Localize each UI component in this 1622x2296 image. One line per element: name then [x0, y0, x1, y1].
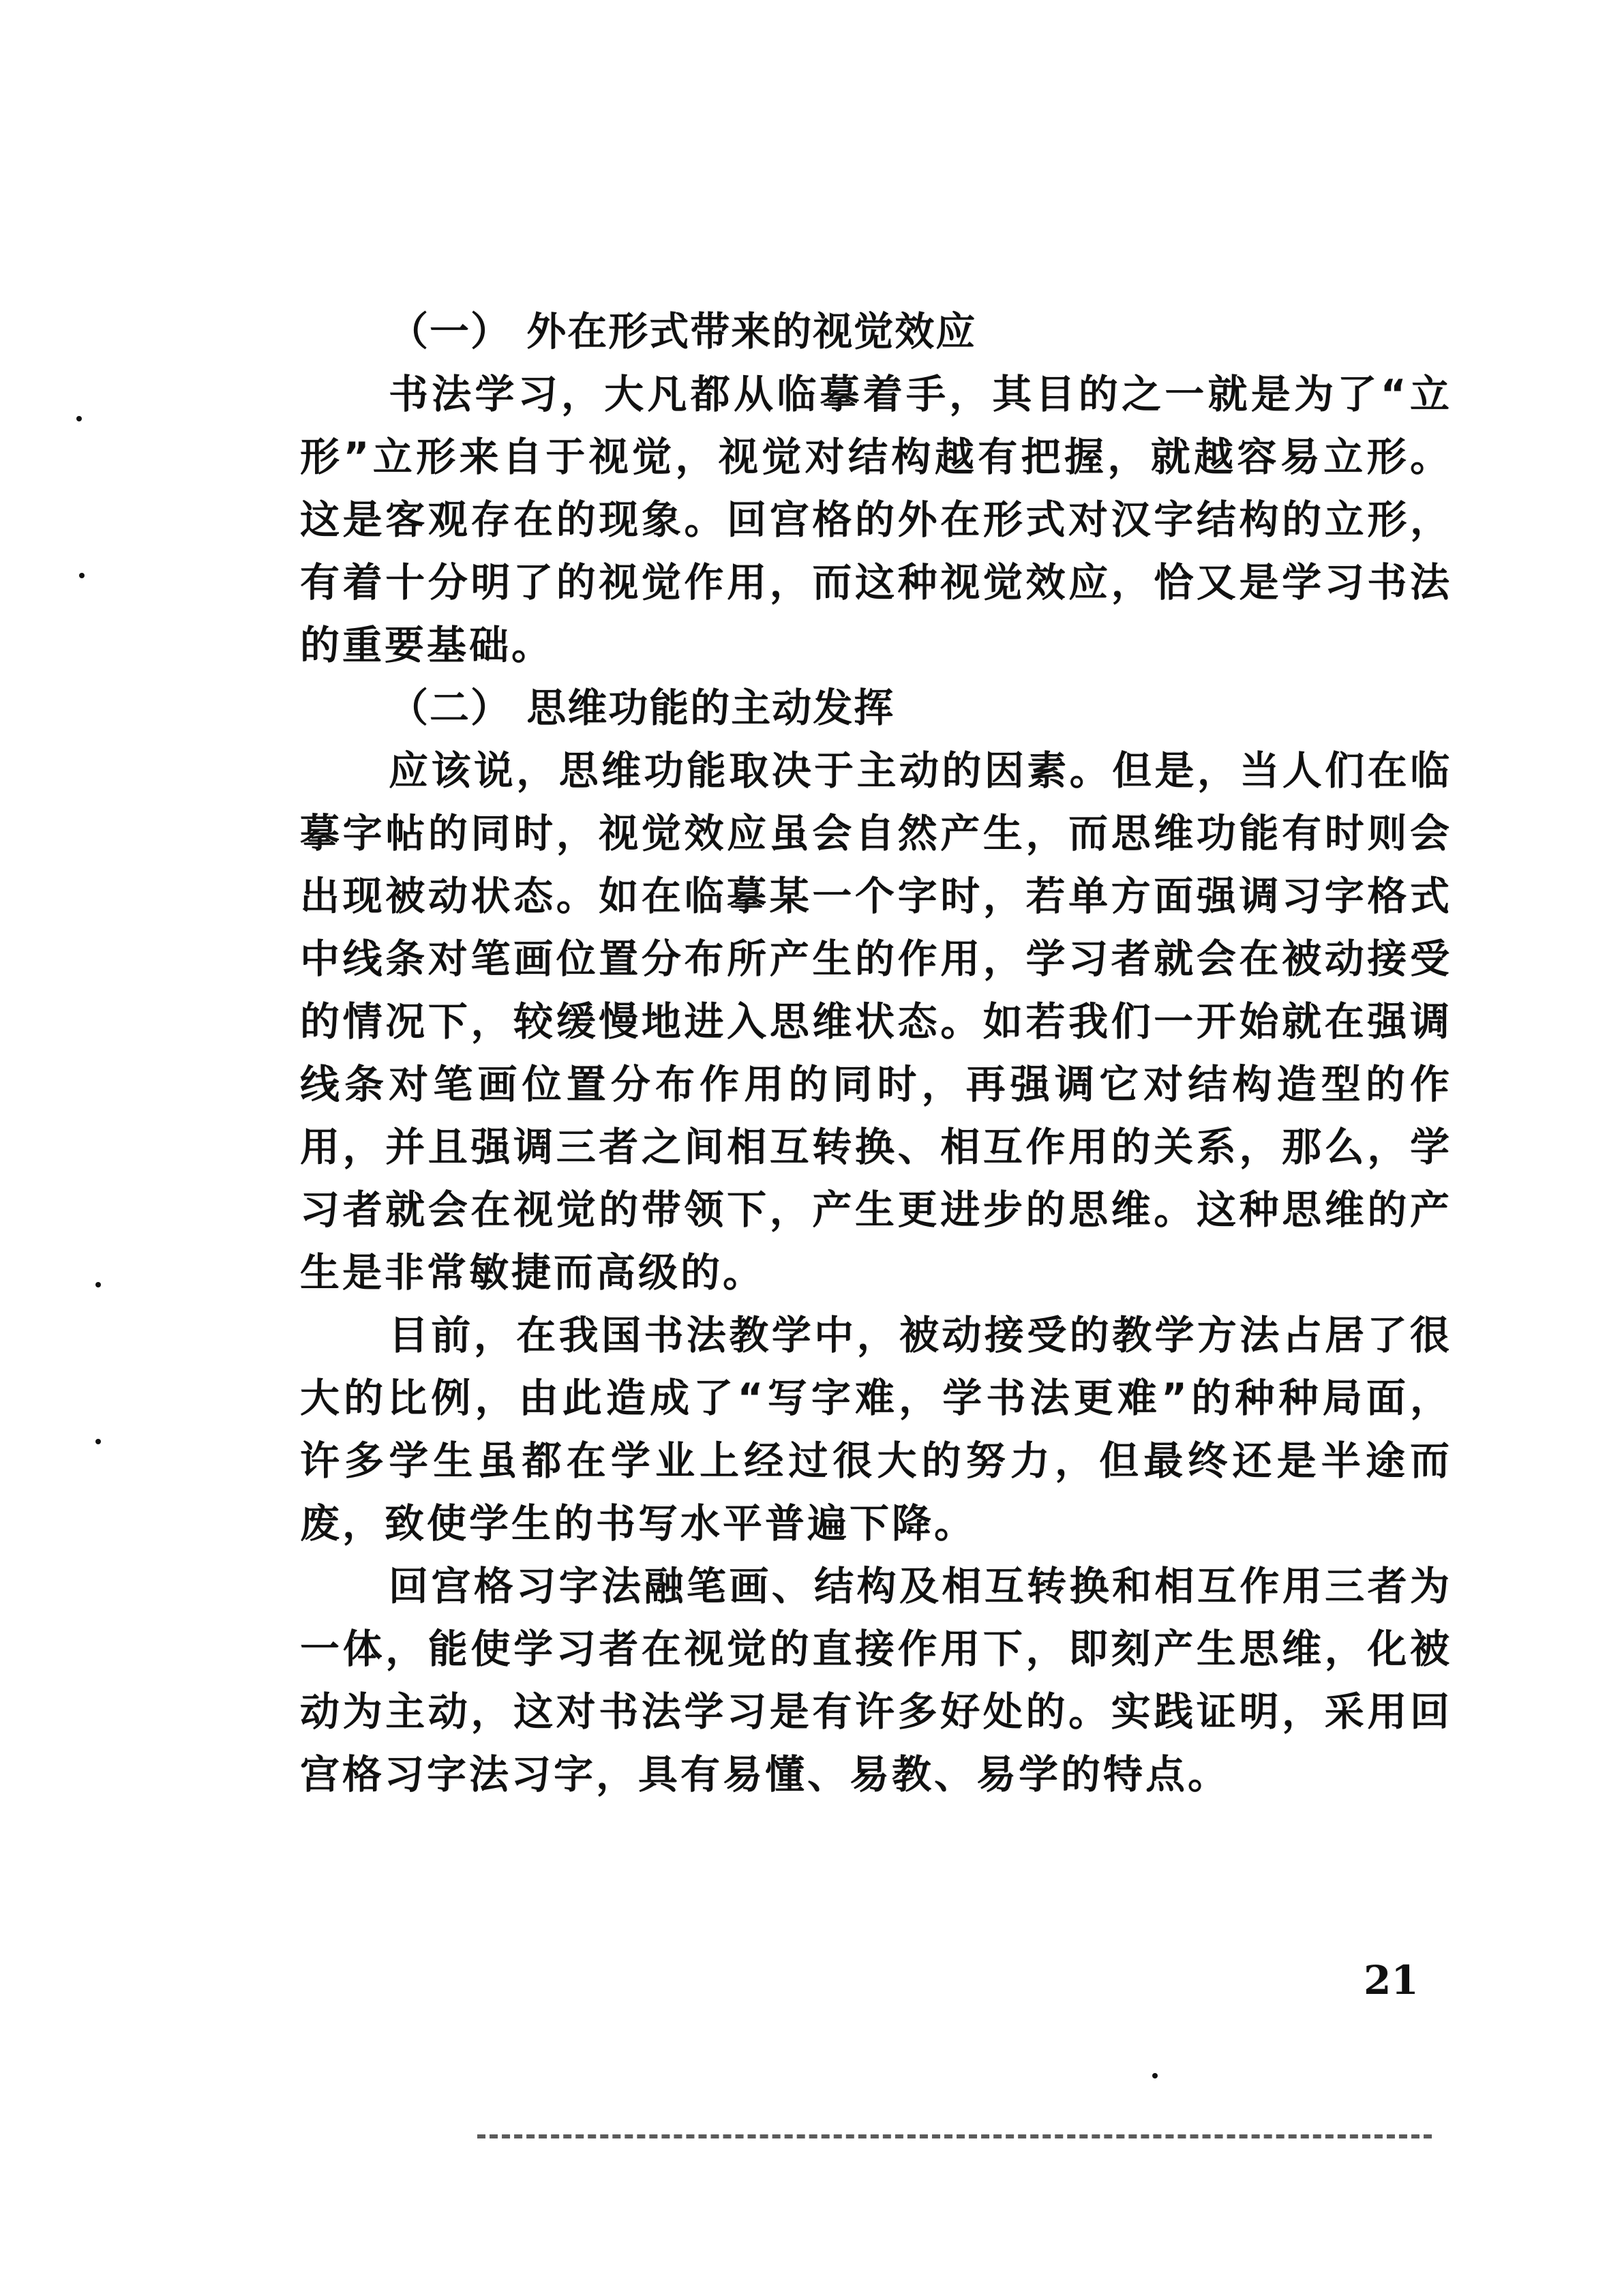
- scan-speck: [95, 1282, 101, 1287]
- scan-speck: [79, 573, 85, 578]
- scan-speck: [1152, 2073, 1158, 2078]
- section-heading-1: （一） 外在形式带来的视觉效应: [389, 308, 977, 355]
- paragraph: 回宫格习字法融笔画、结构及相互转换和相互作用三者为一体，能使学习者在视觉的直接作用下，即刻产生思维，化被动为主动，这对书法学习是有许多好处的。实践证明，采用回宫格习字法习字，具有易懂、易教、易学的特点。: [300, 1563, 1452, 1798]
- scan-speck: [95, 1439, 101, 1444]
- section-heading-2: （二） 思维功能的主动发挥: [389, 685, 895, 731]
- page-number: 21: [1364, 1957, 1419, 2003]
- paragraph: 目前，在我国书法教学中，被动接受的教学方法占居了很大的比例，由此造成了“写字难，学书法更难”的种种局面，许多学生虽都在学业上经过很大的努力，但最终还是半途而废，致使学生的书写水平普遍下降。: [300, 1312, 1452, 1547]
- paragraph: 应该说，思维功能取决于主动的因素。但是，当人们在临摹字帖的同时，视觉效应虽会自然产生，而思维功能有时则会出现被动状态。如在临摹某一个字时，若单方面强调习字格式中线条对笔画位置分布所产生的作用，学习者就会在被动接受的情况下，较缓慢地进入思维状态。如若我们一开始就在强调线条对笔画位置分布作用的同时，再强调它对结构造型的作用，并且强调三者之间相互转换、相互作用的关系，那么，学习者就会在视觉的带领下，产生更进步的思维。这种思维的产生是非常敏捷而高级的。: [300, 747, 1452, 1296]
- scan-speck: [76, 416, 82, 421]
- paragraph: 书法学习，大凡都从临摹着手，其目的之一就是为了“立形”立形来自于视觉，视觉对结构越有把握，就越容易立形。这是客观存在的现象。回宫格的外在形式对汉字结构的立形，有着十分明了的视觉作用，而这种视觉效应，恰又是学习书法的重要基础。: [300, 371, 1452, 668]
- body-text: [300, 300, 1452, 1806]
- scan-artifact-line: [477, 2134, 1432, 2138]
